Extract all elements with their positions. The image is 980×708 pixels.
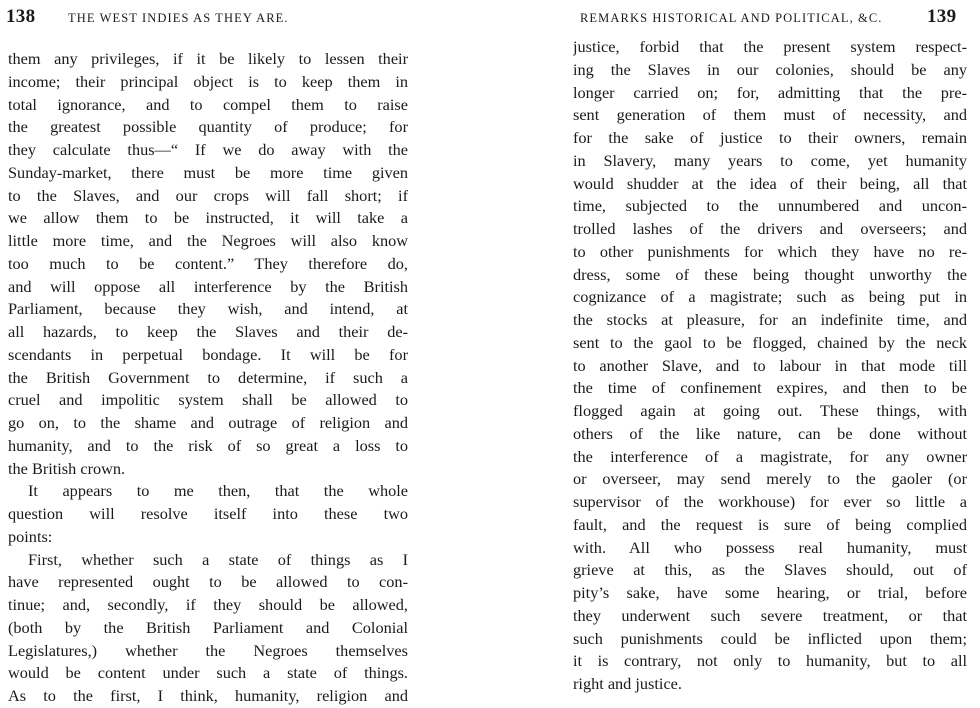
text-line: longer carried on; for, admitting that the pre- — [573, 82, 967, 102]
text-line: others of the like nature, can be done without — [573, 423, 967, 443]
text-line: dress, some of these being thought unworthy the — [573, 264, 967, 284]
text-line: we allow them to be instructed, it will take a — [8, 208, 408, 228]
text-line: and will oppose all interference by the British — [8, 276, 408, 296]
text-line: justice, forbid that the present system respect- — [573, 37, 967, 56]
text-line: for the sake of justice to their owners, remain — [573, 128, 967, 147]
text-line: As to the first, I think, humanity, religion and — [8, 686, 408, 705]
text-line: the British crown. — [8, 458, 126, 478]
left-running-head — [6, 6, 415, 36]
text-line: humanity, and to the risk of so great a loss to — [8, 435, 408, 455]
text-line: cruel and impolitic system shall be allowed to — [8, 390, 408, 410]
right-body-text — [573, 36, 967, 696]
text-line: grieve at this, as the Slaves should, out of — [573, 560, 967, 580]
text-line: it is contrary, not only to humanity, but to all — [573, 651, 967, 671]
text-line: sent generation of them must of necessity, and — [573, 105, 967, 125]
text-line: would shudder at the idea of their being, all that — [573, 173, 967, 193]
text-line: the interference of a magistrate, for any owner — [573, 446, 967, 466]
text-line: Legislatures,) whether the Negroes themselves — [8, 640, 408, 660]
text-line: flogged again at going out. These things, with — [573, 401, 967, 420]
right-page-number: 139 — [927, 6, 957, 27]
text-line: pity’s sake, have some hearing, or trial, before — [573, 583, 967, 602]
text-line: such punishments could be inflicted upon them; — [573, 628, 967, 648]
text-line: too much to be content.” They therefore do, — [8, 253, 408, 273]
text-line: cognizance of a magistrate; such as being put in — [573, 287, 967, 307]
text-line: the British Government to determine, if such a — [8, 367, 408, 387]
text-line: to other punishments for which they have no re- — [573, 241, 967, 261]
text-line: they underwent such severe treatment, or that — [573, 605, 967, 625]
text-line: total ignorance, and to compel them to raise — [8, 94, 408, 114]
text-line: points: — [8, 526, 53, 546]
text-line: have represented ought to be allowed to con- — [8, 572, 408, 592]
text-line: supervisor of the workhouse) for ever so little a — [573, 492, 967, 511]
paragraph-first-line: It appears to me then, that the whole — [28, 481, 408, 501]
text-line: to the Slaves, and our crops will fall short; if — [8, 185, 408, 205]
text-line: tinue; and, secondly, if they should be allowed, — [8, 595, 408, 614]
text-line: in Slavery, many years to come, yet humanity — [573, 150, 967, 170]
right-running-title: REMARKS HISTORICAL AND POLITICAL, &C. — [580, 11, 883, 25]
text-line: the time of confinement expires, and then to be — [573, 378, 967, 398]
text-line: they calculate thus—“ If we do away with the — [8, 140, 408, 159]
text-line: scendants in perpetual bondage. It will be for — [8, 344, 408, 364]
text-line: to another Slave, and to labour in that mode till — [573, 355, 967, 375]
right-page — [555, 0, 975, 693]
left-page — [0, 0, 415, 705]
text-line: or overseer, may send merely to the gaoler (or — [573, 469, 967, 489]
paragraph-first-line: First, whether such a state of things as I — [28, 549, 408, 569]
text-line: trolled lashes of the drivers and overseers; and — [573, 219, 967, 238]
text-line: ing the Slaves in our colonies, should be any — [573, 59, 967, 79]
text-line: Sunday-market, there must be more time given — [8, 162, 408, 182]
text-line: right and justice. — [573, 674, 682, 693]
text-line: sent to the gaol to be flogged, chained by the neck — [573, 332, 967, 352]
left-page-number: 138 — [6, 6, 36, 27]
left-body-text — [8, 48, 408, 708]
text-line: the stocks at pleasure, for an indefinite time, and — [573, 310, 967, 329]
left-running-title: THE WEST INDIES AS THEY ARE. — [68, 11, 289, 25]
text-line: time, subjected to the unnumbered and uncon- — [573, 196, 967, 216]
right-running-head — [555, 6, 975, 36]
text-line: question will resolve itself into these two — [8, 504, 408, 523]
text-line: (both by the British Parliament and Colonial — [8, 617, 408, 637]
text-line: little more time, and the Negroes will also know — [8, 231, 408, 250]
text-line: income; their principal object is to keep them in — [8, 71, 408, 91]
text-line: would be content under such a state of things. — [8, 663, 408, 683]
text-line: Parliament, because they wish, and intend, at — [8, 299, 408, 319]
text-line: all hazards, to keep the Slaves and their de- — [8, 322, 408, 341]
text-line: the greatest possible quantity of produce; for — [8, 117, 408, 137]
text-line: them any privileges, if it be likely to lessen their — [8, 49, 408, 68]
text-line: go on, to the shame and outrage of religion and — [8, 413, 408, 432]
text-line: with. All who possess real humanity, must — [573, 537, 967, 557]
text-line: fault, and the request is sure of being complied — [573, 514, 967, 534]
